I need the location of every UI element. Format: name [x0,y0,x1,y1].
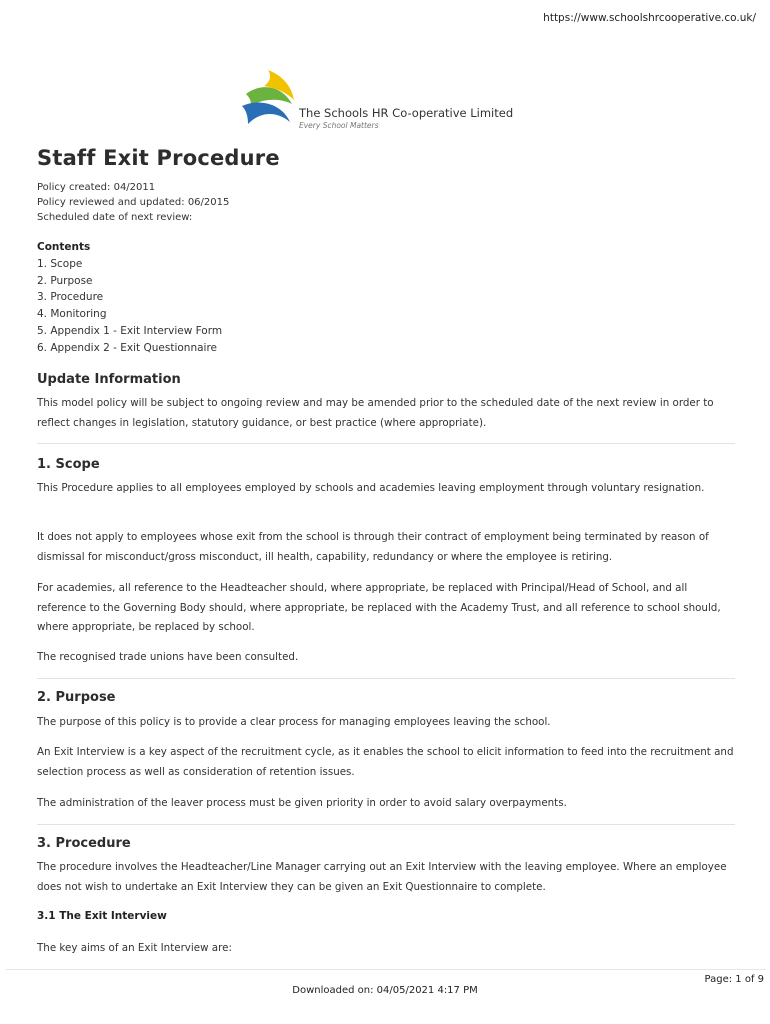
purpose-para-1: The purpose of this policy is to provide a clear process for managing employees leaving the school. [37,716,551,728]
scope-para-4: The recognised trade unions have been consulted. [37,651,299,663]
section-divider [37,443,735,444]
logo-company-name: The Schools HR Co-operative Limited [299,106,514,120]
contents-item-appendix-1[interactable]: 5. Appendix 1 - Exit Interview Form [37,324,223,337]
scope-para-3: For academies, all reference to the Headteacher should, where appropriate, be replaced with Principal/Head of School, and all reference to the Governing Body should, where appropriate, be replaced with the Academy Trust, and all reference to school should, where appropriate, be replaced by school. [37,582,721,633]
exit-interview-subheading: 3.1 The Exit Interview [37,910,167,922]
scope-heading: 1. Scope [37,457,100,472]
purpose-para-2: An Exit Interview is a key aspect of the recruitment cycle, as it enables the school to elicit information to feed into the recruitment and selection process as well as consideration of retention issues. [37,746,734,778]
scope-para-1: This Procedure applies to all employees employed by schools and academies leaving employment through voluntary resignation. [37,482,705,494]
meta-next-review: Scheduled date of next review: [37,212,193,223]
contents-item-scope[interactable]: 1. Scope [37,257,83,270]
purpose-para-3: The administration of the leaver process must be given priority in order to avoid salary overpayments. [37,797,567,809]
contents-item-appendix-2[interactable]: 6. Appendix 2 - Exit Questionnaire [37,341,217,354]
contents-item-purpose[interactable]: 2. Purpose [37,274,93,287]
logo-leaf-icon [242,66,300,136]
section-divider [37,678,735,679]
contents-item-monitoring[interactable]: 4. Monitoring [37,308,107,321]
company-logo [242,66,542,136]
section-divider [37,824,735,825]
exit-interview-text: The key aims of an Exit Interview are: [37,942,232,954]
update-heading: Update Information [37,372,181,387]
contents-heading: Contents [37,241,91,253]
purpose-heading: 2. Purpose [37,690,116,705]
contents-item-procedure[interactable]: 3. Procedure [37,291,104,304]
scope-para-2: It does not apply to employees whose exit from the school is through their contract of employment being terminated by reason of dismissal for misconduct/gross misconduct, ill health, capability, redundancy or where the employee is retiring. [37,531,709,563]
procedure-heading: 3. Procedure [37,836,131,851]
logo-tagline: Every School Matters [299,121,379,130]
policy-meta [37,180,229,225]
page-number: Page: 1 of 9 [704,974,764,985]
download-timestamp: Downloaded on: 04/05/2021 4:17 PM [292,985,478,996]
meta-created: Policy created: 04/2011 [37,182,156,193]
update-text: This model policy will be subject to ongoing review and may be amended prior to the scheduled date of the next review in order to reflect changes in legislation, statutory guidance, or best practice (where appropriate). [37,397,714,429]
procedure-para-1: The procedure involves the Headteacher/Line Manager carrying out an Exit Interview with the leaving employee. Where an employee does not wish to undertake an Exit Interview they can be given an Exit Questionnaire to complete. [37,861,727,893]
footer-divider [6,969,766,970]
meta-reviewed: Policy reviewed and updated: 06/2015 [37,197,230,208]
document-title: Staff Exit Procedure [37,146,280,170]
source-url[interactable]: https://www.schoolshrcooperative.co.uk/ [543,12,756,24]
table-of-contents [37,239,222,357]
